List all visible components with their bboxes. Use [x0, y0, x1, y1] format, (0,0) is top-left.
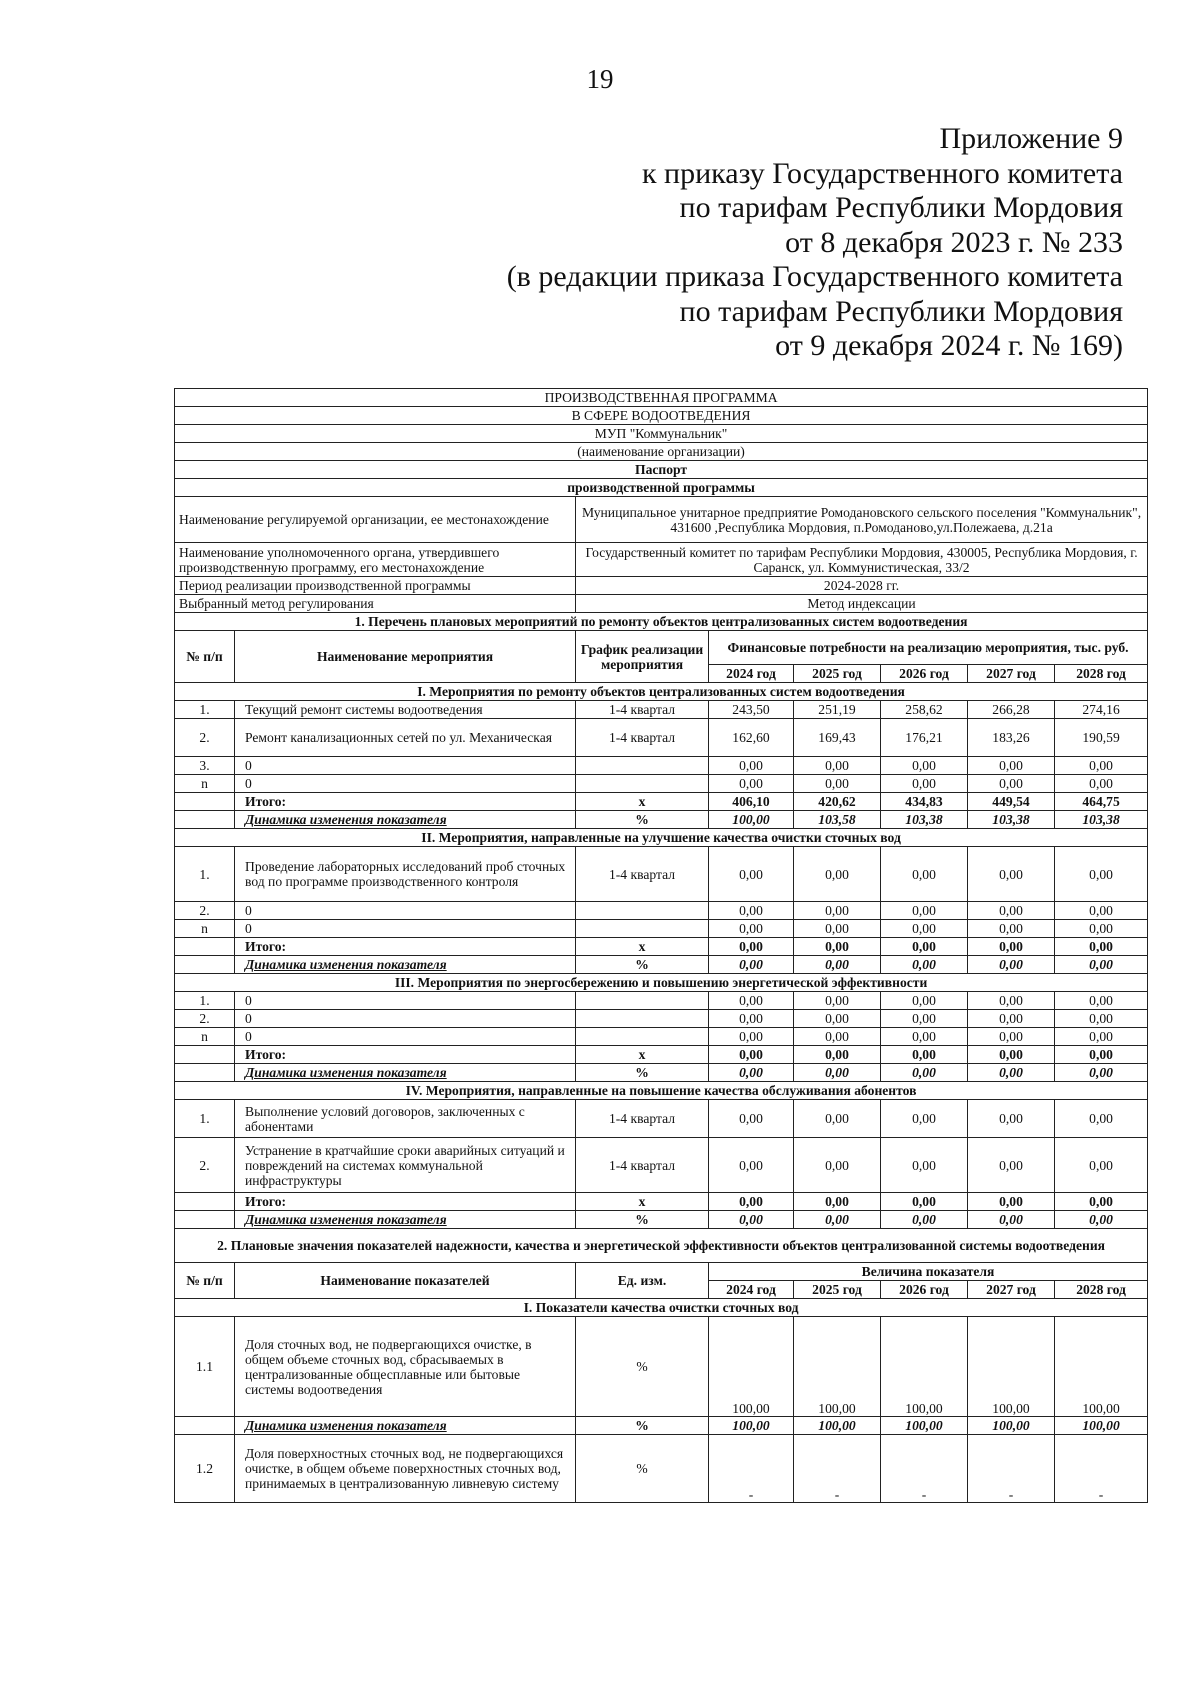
row-number: 2. [175, 719, 235, 757]
activity-value: 266,28 [968, 701, 1055, 719]
dynamics-value: 100,00 [794, 1417, 881, 1435]
dynamics-row [175, 956, 1148, 974]
dynamics-value: 0,00 [709, 956, 794, 974]
total-label: Итого: [235, 793, 576, 811]
indicator-value: 100,00 [1055, 1317, 1148, 1417]
header-row [175, 1263, 1148, 1281]
activity-row [175, 701, 1148, 719]
row-number: 1. [175, 1100, 235, 1138]
activity-value: 0,00 [1055, 1028, 1148, 1046]
total-row [175, 938, 1148, 956]
activity-value: 0,00 [881, 1010, 968, 1028]
col-value-header: Величина показателя [709, 1263, 1148, 1281]
activity-value: 0,00 [1055, 902, 1148, 920]
group-title-row [175, 829, 1148, 847]
appendix-line: от 8 декабря 2023 г. № 233 [785, 225, 1123, 259]
dynamics-value: 0,00 [1055, 1211, 1148, 1229]
activity-value: 0,00 [881, 1100, 968, 1138]
activity-value: 258,62 [881, 701, 968, 719]
indicator-unit: % [576, 1435, 709, 1503]
row-number: 1.1 [175, 1317, 235, 1417]
activity-value: 0,00 [968, 775, 1055, 793]
appendix-line: Приложение 9 [939, 122, 1123, 155]
indicator-value: - [794, 1435, 881, 1503]
total-value: 0,00 [794, 938, 881, 956]
group-title-row [175, 683, 1148, 701]
activity-value: 176,21 [881, 719, 968, 757]
dynamics-value: 0,00 [794, 956, 881, 974]
activity-value: 0,00 [881, 992, 968, 1010]
activity-row [175, 1100, 1148, 1138]
dynamics-value: 0,00 [794, 1064, 881, 1082]
passport-value: 2024-2028 гг. [576, 577, 1148, 595]
year-header: 2024 год [709, 1281, 794, 1299]
table-row [175, 443, 1148, 461]
table-row [175, 479, 1148, 497]
activity-value: 0,00 [881, 920, 968, 938]
activity-value: 0,00 [794, 847, 881, 902]
activity-row [175, 902, 1148, 920]
year-header: 2024 год [709, 665, 794, 683]
activity-schedule: 1-4 квартал [576, 1138, 709, 1193]
year-header: 2027 год [968, 665, 1055, 683]
dynamics-unit: % [576, 811, 709, 829]
activity-value: 0,00 [709, 992, 794, 1010]
activity-value: 0,00 [709, 1100, 794, 1138]
activity-value: 0,00 [709, 1010, 794, 1028]
dynamics-label: Динамика изменения показателя [235, 1211, 576, 1229]
dynamics-value: 0,00 [794, 1211, 881, 1229]
table-body [175, 389, 1148, 1503]
table-row [175, 425, 1148, 443]
passport-row [175, 595, 1148, 613]
activity-value: 0,00 [881, 757, 968, 775]
row-number: 1. [175, 847, 235, 902]
passport-title: Паспорт [175, 461, 1148, 479]
activity-name: 0 [235, 992, 576, 1010]
total-label: Итого: [235, 1046, 576, 1064]
indicator-name: Доля сточных вод, не подвергающихся очистке, в общем объеме сточных вод, сбрасываемых в централизованные общесплавные или бытовые системы водоотведения [235, 1317, 576, 1417]
total-unit: x [576, 1193, 709, 1211]
empty-cell [175, 793, 235, 811]
activity-value: 243,50 [709, 701, 794, 719]
activity-value: 0,00 [1055, 1100, 1148, 1138]
empty-cell [175, 811, 235, 829]
empty-cell [175, 1417, 235, 1435]
total-row [175, 1193, 1148, 1211]
dynamics-value: 0,00 [709, 1064, 794, 1082]
indicator-row [175, 1317, 1148, 1417]
total-row [175, 793, 1148, 811]
dynamics-value: 103,38 [968, 811, 1055, 829]
total-row [175, 1046, 1148, 1064]
activity-value: 0,00 [1055, 847, 1148, 902]
activity-schedule [576, 1028, 709, 1046]
row-number: 3. [175, 757, 235, 775]
total-value: 406,10 [709, 793, 794, 811]
activity-value: 251,19 [794, 701, 881, 719]
row-number: 2. [175, 902, 235, 920]
section-title-row [175, 613, 1148, 631]
total-value: 464,75 [1055, 793, 1148, 811]
col-schedule-header: График реализации мероприятия [576, 631, 709, 683]
total-value: 0,00 [709, 1046, 794, 1064]
activity-schedule: 1-4 квартал [576, 847, 709, 902]
section-1-title: 1. Перечень плановых мероприятий по ремонту объектов централизованных систем водоотведения [175, 613, 1148, 631]
activity-value: 274,16 [1055, 701, 1148, 719]
organization-caption: (наименование организации) [175, 443, 1148, 461]
dynamics-row [175, 1064, 1148, 1082]
section-2-title: 2. Плановые значения показателей надежности, качества и энергетической эффективности объектов централизованной системы водоотведения [175, 1229, 1148, 1263]
total-value: 0,00 [709, 1193, 794, 1211]
row-number: n [175, 1028, 235, 1046]
dynamics-unit: % [576, 1417, 709, 1435]
section-title-row [175, 1229, 1148, 1263]
indicator-unit: % [576, 1317, 709, 1417]
activity-value: 0,00 [968, 1100, 1055, 1138]
activity-name: Проведение лабораторных исследований проб сточных вод по программе производственного контроля [235, 847, 576, 902]
dynamics-value: 100,00 [709, 811, 794, 829]
total-value: 0,00 [1055, 1193, 1148, 1211]
activity-schedule [576, 902, 709, 920]
dynamics-value: 0,00 [1055, 1064, 1148, 1082]
activity-schedule: 1-4 квартал [576, 1100, 709, 1138]
appendix-line: от 9 декабря 2024 г. № 169) [775, 329, 1123, 362]
col-name-header: Наименование мероприятия [235, 631, 576, 683]
group-title: III. Мероприятия по энергосбережению и повышению энергетической эффективности [175, 974, 1148, 992]
activity-value: 0,00 [1055, 757, 1148, 775]
dynamics-value: 103,38 [881, 811, 968, 829]
row-number: 1.2 [175, 1435, 235, 1503]
indicator-value: 100,00 [968, 1317, 1055, 1417]
empty-cell [175, 938, 235, 956]
activity-value: 0,00 [1055, 1010, 1148, 1028]
appendix-line: по тарифам Республики Мордовия [679, 191, 1123, 224]
indicator-name: Доля поверхностных сточных вод, не подвергающихся очистке, в общем объеме поверхностных сточных вод, принимаемых в централизованную ливневую систему [235, 1435, 576, 1503]
total-label: Итого: [235, 1193, 576, 1211]
indicator-value: 100,00 [881, 1317, 968, 1417]
activity-name: Текущий ремонт системы водоотведения [235, 701, 576, 719]
activity-value: 0,00 [881, 902, 968, 920]
table-row [175, 461, 1148, 479]
passport-value: Метод индексации [576, 595, 1148, 613]
activity-value: 0,00 [709, 1028, 794, 1046]
dynamics-value: 0,00 [881, 1064, 968, 1082]
organization-name: МУП "Коммунальник" [175, 425, 1148, 443]
passport-label: Наименование регулируемой организации, ее местонахождение [175, 497, 576, 543]
activity-value: 0,00 [968, 1010, 1055, 1028]
year-header: 2028 год [1055, 1281, 1148, 1299]
activity-row [175, 847, 1148, 902]
dynamics-value: 0,00 [968, 956, 1055, 974]
activity-value: 0,00 [794, 920, 881, 938]
activity-value: 190,59 [1055, 719, 1148, 757]
dynamics-value: 100,00 [1055, 1417, 1148, 1435]
group-title-row [175, 974, 1148, 992]
total-unit: x [576, 793, 709, 811]
header-row [175, 631, 1148, 665]
passport-row [175, 577, 1148, 595]
empty-cell [175, 1211, 235, 1229]
activity-row [175, 1010, 1148, 1028]
passport-label: Выбранный метод регулирования [175, 595, 576, 613]
activity-value: 162,60 [709, 719, 794, 757]
row-number: n [175, 775, 235, 793]
total-value: 0,00 [968, 1046, 1055, 1064]
activity-name: Выполнение условий договоров, заключенных с абонентами [235, 1100, 576, 1138]
activity-value: 0,00 [709, 757, 794, 775]
activity-schedule: 1-4 квартал [576, 719, 709, 757]
activity-value: 0,00 [968, 757, 1055, 775]
total-value: 420,62 [794, 793, 881, 811]
group-title-row [175, 1082, 1148, 1100]
activity-schedule [576, 757, 709, 775]
activity-row [175, 1138, 1148, 1193]
dynamics-row [175, 1211, 1148, 1229]
passport-row [175, 543, 1148, 577]
row-number: n [175, 920, 235, 938]
passport-value: Государственный комитет по тарифам Республики Мордовия, 430005, Республика Мордовия, г. Саранск, ул. Коммунистическая, 33/2 [576, 543, 1148, 577]
indicator-value: - [1055, 1435, 1148, 1503]
activity-value: 0,00 [968, 920, 1055, 938]
group-title: I. Мероприятия по ремонту объектов централизованных систем водоотведения [175, 683, 1148, 701]
activity-schedule [576, 920, 709, 938]
production-program-table [174, 388, 1148, 1503]
year-header: 2025 год [794, 1281, 881, 1299]
year-header: 2028 год [1055, 665, 1148, 683]
total-value: 434,83 [881, 793, 968, 811]
group-title: I. Показатели качества очистки сточных вод [175, 1299, 1148, 1317]
activity-value: 0,00 [881, 1028, 968, 1046]
activity-value: 0,00 [794, 1138, 881, 1193]
activity-value: 0,00 [881, 1138, 968, 1193]
program-sphere: В СФЕРЕ ВОДООТВЕДЕНИЯ [175, 407, 1148, 425]
activity-value: 183,26 [968, 719, 1055, 757]
row-number: 1. [175, 701, 235, 719]
activity-name: 0 [235, 757, 576, 775]
activity-name: 0 [235, 1028, 576, 1046]
activity-value: 0,00 [968, 1138, 1055, 1193]
dynamics-value: 0,00 [968, 1064, 1055, 1082]
indicator-value: 100,00 [709, 1317, 794, 1417]
total-value: 0,00 [1055, 938, 1148, 956]
table-row [175, 389, 1148, 407]
dynamics-value: 0,00 [881, 956, 968, 974]
passport-value: Муниципальное унитарное предприятие Ромодановского сельского поселения "Коммунальник", 431600 ,Республика Мордовия, п.Ромоданово,ул.Полежаева, д.21а [576, 497, 1148, 543]
activity-value: 0,00 [709, 902, 794, 920]
activity-schedule: 1-4 квартал [576, 701, 709, 719]
indicator-value: - [968, 1435, 1055, 1503]
activity-value: 0,00 [794, 1010, 881, 1028]
activity-value: 0,00 [709, 775, 794, 793]
total-value: 0,00 [794, 1046, 881, 1064]
activity-value: 0,00 [1055, 992, 1148, 1010]
activity-value: 0,00 [794, 775, 881, 793]
activity-row [175, 1028, 1148, 1046]
passport-subtitle: производственной программы [175, 479, 1148, 497]
total-unit: x [576, 1046, 709, 1064]
empty-cell [175, 1193, 235, 1211]
activity-name: Устранение в кратчайшие сроки аварийных ситуаций и повреждений на системах коммунальной инфраструктуры [235, 1138, 576, 1193]
dynamics-value: 103,38 [1055, 811, 1148, 829]
activity-value: 0,00 [709, 920, 794, 938]
activity-row [175, 719, 1148, 757]
dynamics-unit: % [576, 1064, 709, 1082]
col-finance-header: Финансовые потребности на реализацию мероприятия, тыс. руб. [709, 631, 1148, 665]
activity-value: 0,00 [881, 775, 968, 793]
activity-name: 0 [235, 1010, 576, 1028]
dynamics-value: 0,00 [968, 1211, 1055, 1229]
dynamics-unit: % [576, 956, 709, 974]
activity-row [175, 757, 1148, 775]
group-title-row [175, 1299, 1148, 1317]
dynamics-value: 100,00 [968, 1417, 1055, 1435]
row-number: 2. [175, 1138, 235, 1193]
activity-value: 0,00 [794, 757, 881, 775]
activity-value: 0,00 [709, 1138, 794, 1193]
appendix-header [507, 122, 1123, 364]
indicator-value: - [709, 1435, 794, 1503]
indicator-value: 100,00 [794, 1317, 881, 1417]
total-value: 0,00 [794, 1193, 881, 1211]
total-value: 0,00 [881, 1193, 968, 1211]
activity-value: 0,00 [794, 902, 881, 920]
appendix-line: (в редакции приказа Государственного комитета [506, 260, 1123, 293]
dynamics-row [175, 811, 1148, 829]
activity-value: 0,00 [1055, 920, 1148, 938]
total-value: 0,00 [881, 938, 968, 956]
total-value: 0,00 [709, 938, 794, 956]
page-number: 19 [586, 64, 614, 94]
row-number: 2. [175, 1010, 235, 1028]
activity-row [175, 992, 1148, 1010]
activity-name: Ремонт канализационных сетей по ул. Механическая [235, 719, 576, 757]
empty-cell [175, 1064, 235, 1082]
dynamics-value: 100,00 [881, 1417, 968, 1435]
dynamics-unit: % [576, 1211, 709, 1229]
col-num-header: № п/п [175, 1263, 235, 1299]
activity-name: 0 [235, 902, 576, 920]
total-value: 0,00 [881, 1046, 968, 1064]
activity-row [175, 920, 1148, 938]
activity-value: 0,00 [881, 847, 968, 902]
year-header: 2026 год [881, 1281, 968, 1299]
activity-schedule [576, 992, 709, 1010]
dynamics-value: 0,00 [1055, 956, 1148, 974]
dynamics-value: 0,00 [881, 1211, 968, 1229]
activity-value: 0,00 [1055, 775, 1148, 793]
program-title: ПРОИЗВОДСТВЕННАЯ ПРОГРАММА [175, 389, 1148, 407]
col-num-header: № п/п [175, 631, 235, 683]
group-title: II. Мероприятия, направленные на улучшение качества очистки сточных вод [175, 829, 1148, 847]
indicator-row [175, 1435, 1148, 1503]
year-header: 2025 год [794, 665, 881, 683]
total-value: 0,00 [968, 938, 1055, 956]
total-value: 0,00 [968, 1193, 1055, 1211]
activity-row [175, 775, 1148, 793]
col-unit-header: Ед. изм. [576, 1263, 709, 1299]
activity-schedule [576, 775, 709, 793]
activity-schedule [576, 1010, 709, 1028]
dynamics-value: 100,00 [709, 1417, 794, 1435]
dynamics-value: 103,58 [794, 811, 881, 829]
dynamics-row [175, 1417, 1148, 1435]
passport-label: Период реализации производственной программы [175, 577, 576, 595]
activity-value: 0,00 [794, 1100, 881, 1138]
year-header: 2026 год [881, 665, 968, 683]
activity-value: 0,00 [1055, 1138, 1148, 1193]
dynamics-label: Динамика изменения показателя [235, 956, 576, 974]
total-value: 0,00 [1055, 1046, 1148, 1064]
table-row [175, 407, 1148, 425]
activity-value: 0,00 [968, 992, 1055, 1010]
appendix-line: по тарифам Республики Мордовия [679, 294, 1123, 328]
total-unit: x [576, 938, 709, 956]
appendix-line: к приказу Государственного комитета [641, 156, 1123, 190]
row-number: 1. [175, 992, 235, 1010]
col-indicator-header: Наименование показателей [235, 1263, 576, 1299]
indicator-value: - [881, 1435, 968, 1503]
passport-row [175, 497, 1148, 543]
group-title: IV. Мероприятия, направленные на повышение качества обслуживания абонентов [175, 1082, 1148, 1100]
activity-value: 0,00 [794, 1028, 881, 1046]
activity-value: 0,00 [794, 992, 881, 1010]
empty-cell [175, 956, 235, 974]
activity-value: 0,00 [968, 847, 1055, 902]
activity-value: 0,00 [968, 1028, 1055, 1046]
activity-value: 169,43 [794, 719, 881, 757]
year-header: 2027 год [968, 1281, 1055, 1299]
empty-cell [175, 1046, 235, 1064]
dynamics-label: Динамика изменения показателя [235, 1064, 576, 1082]
activity-value: 0,00 [968, 902, 1055, 920]
dynamics-value: 0,00 [709, 1211, 794, 1229]
dynamics-label: Динамика изменения показателя [235, 811, 576, 829]
passport-label: Наименование уполномоченного органа, утвердившего производственную программу, его местонахождение [175, 543, 576, 577]
total-label: Итого: [235, 938, 576, 956]
total-value: 449,54 [968, 793, 1055, 811]
activity-value: 0,00 [709, 847, 794, 902]
dynamics-label: Динамика изменения показателя [235, 1417, 576, 1435]
activity-name: 0 [235, 775, 576, 793]
activity-name: 0 [235, 920, 576, 938]
